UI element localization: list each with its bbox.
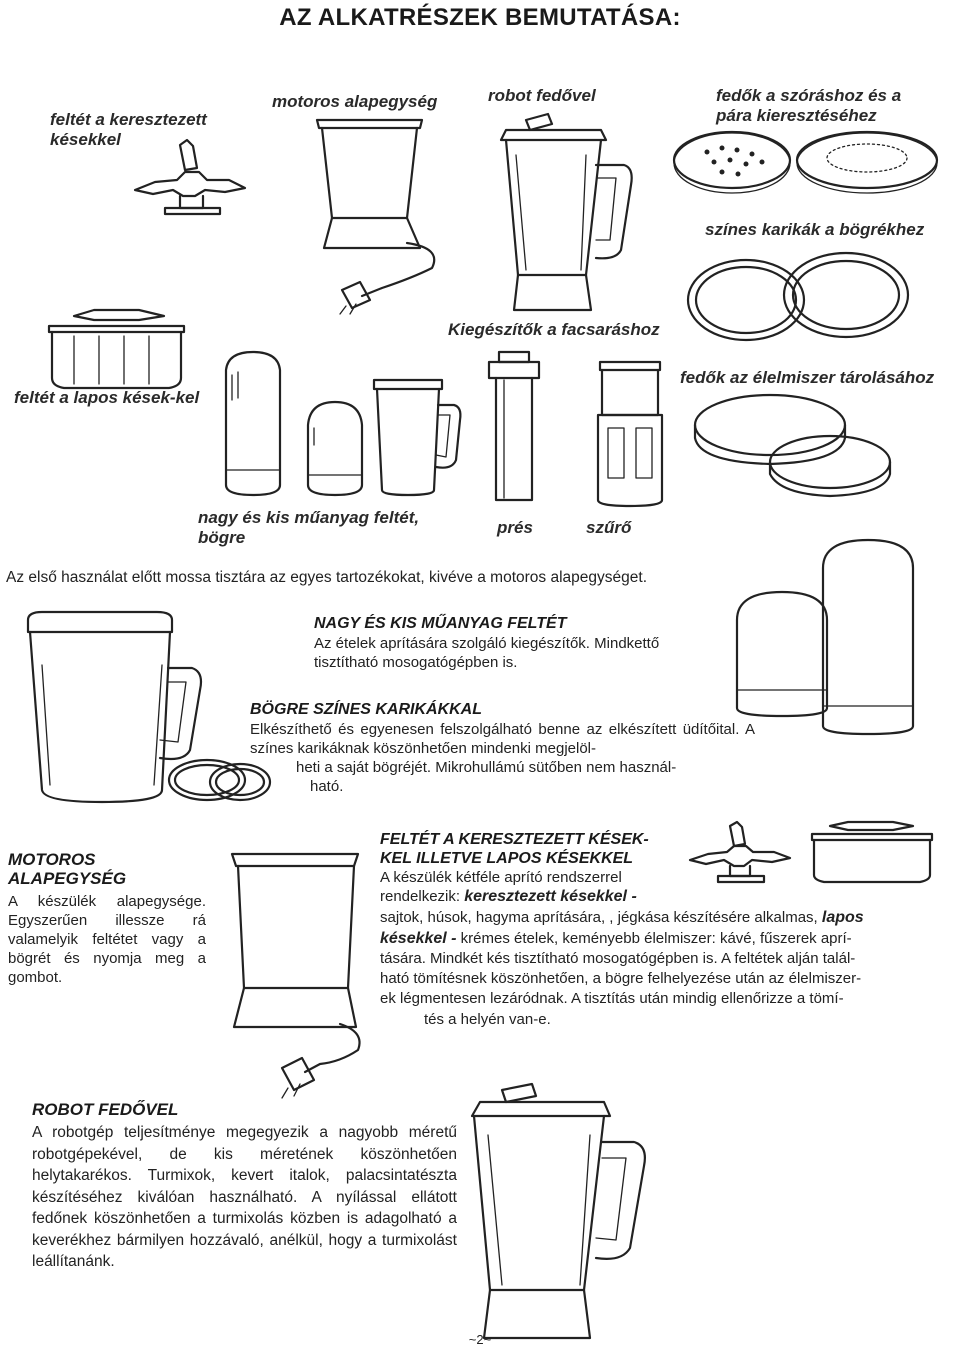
motor-base-illustration <box>312 118 452 318</box>
page-number: ~2~ <box>468 1332 492 1347</box>
robot-text: A robotgép teljesítménye megegyezik a nagyobb méretű robotgépekével, de kis méretének köszönhetően helytakarékos. Turmixok, kevert italok, palacsintatészta készítéséhez kiválóan használható. A nyílással ellátott fedőnek köszönhetően a turmixolás közben is adagolható a keverékhez bármilyen hozzávaló, anélkül, hogy a turmixolást leállítanánk. <box>32 1124 457 1270</box>
big-cup-right-illustration <box>818 538 918 738</box>
color-rings-illustration <box>686 240 916 350</box>
label-press: prés <box>497 518 533 537</box>
label-sprinkle-lids: fedők a szóráshoz és a pára kieresztéséhez <box>716 86 902 125</box>
label-juicer-accessories: Kiegészítők a facsaráshoz <box>448 320 660 339</box>
flat-blade-small-illustration <box>808 820 938 900</box>
mug-with-rings-illustration <box>22 610 272 830</box>
big-cup-illustration <box>218 350 288 500</box>
press-illustration <box>484 350 544 510</box>
label-flat-blade: feltét a lapos kések-kel <box>14 388 200 407</box>
cups-text: Az ételek aprítására szolgáló kiegészítők. Mindkettő tisztítható mosogatógépben is. <box>314 635 660 671</box>
cups-heading: NAGY ÉS KIS MŰANYAG FELTÉT <box>314 615 567 632</box>
blades-line-8: tés a helyén van-e. <box>424 1011 551 1028</box>
label-robot-lid: robot fedővel <box>488 86 596 105</box>
page-title: AZ ALKATRÉSZEK BEMUTATÁSA: <box>279 4 681 31</box>
label-color-rings: színes karikák a bögrékhez <box>705 220 925 239</box>
blades-line-4: késekkel - krémes ételek, keményebb élelmiszer: kávé, fűszerek aprí- <box>380 930 852 947</box>
blades-line-5: tására. Mindkét kés tisztítható mosogatógépben is. A feltétek alján talál- <box>380 950 856 967</box>
label-filter: szűrő <box>586 518 632 537</box>
blades-line-3: sajtok, húsok, hagyma aprítására, , jégkása készítésére alkalmas, lapos <box>380 909 864 926</box>
sprinkle-lids-illustration <box>672 130 952 200</box>
intro-text: Az első használat előtt mossa tisztára az egyes tartozékokat, kivéve a motoros alapegységet. <box>6 569 647 586</box>
blades-heading: FELTÉT A KERESZTEZETT KÉSEK- KEL ILLETVE LAPOS KÉSEKKEL <box>380 831 649 867</box>
robot-jar-illustration <box>496 110 641 320</box>
blades-line-2: rendelkezik: keresztezett késekkel - <box>380 888 637 905</box>
label-motor-base: motoros alapegység <box>272 92 438 111</box>
mug-text-2: heti a saját bögréjét. Mikrohullámú sütőben nem használ- <box>296 759 677 776</box>
mug-text: Elkészíthető és egyenesen felszolgálható benne az elkészített üdítőital. A színes karikáknak köszönhetően mindenki megjelöl- <box>250 721 755 757</box>
mug-heading: BÖGRE SZÍNES KARIKÁKKAL <box>250 701 483 718</box>
blades-line-6: ható tömítésnek köszönhetően, a bögre felhelyezése után az élelmiszer- <box>380 970 862 987</box>
motor-base-large-illustration <box>230 852 370 1102</box>
motor-heading: MOTOROS ALAPEGYSÉG <box>8 850 127 888</box>
filter-illustration <box>590 360 670 510</box>
storage-lids-illustration <box>690 390 900 510</box>
flat-blade-illustration <box>44 308 189 438</box>
cross-blade-illustration <box>125 140 255 220</box>
robot-jar-large-illustration <box>462 1080 652 1345</box>
cross-blade-small-illustration <box>682 822 812 892</box>
blades-line-1: A készülék kétféle aprító rendszerrel <box>380 869 622 886</box>
mug-illustration <box>372 375 467 500</box>
robot-heading: ROBOT FEDŐVEL <box>32 1100 179 1119</box>
label-cups-mug: nagy és kis műanyag feltét, bögre <box>198 508 420 547</box>
small-cup-illustration <box>300 400 370 500</box>
motor-text: A készülék alapegysége. Egyszerűen illessze rá valamelyik feltétet vagy a bögrét és nyomja meg a gombot. <box>8 893 206 986</box>
mug-text-3: ható. <box>310 778 344 795</box>
label-storage-lids: fedők az élelmiszer tárolásához <box>680 368 935 387</box>
blades-line-7: ek légmentesen lezáródnak. A tisztítás után mindig ellenőrizze a tömí- <box>380 990 844 1007</box>
label-cross-blade: feltét a keresztezett késekkel <box>50 110 207 149</box>
